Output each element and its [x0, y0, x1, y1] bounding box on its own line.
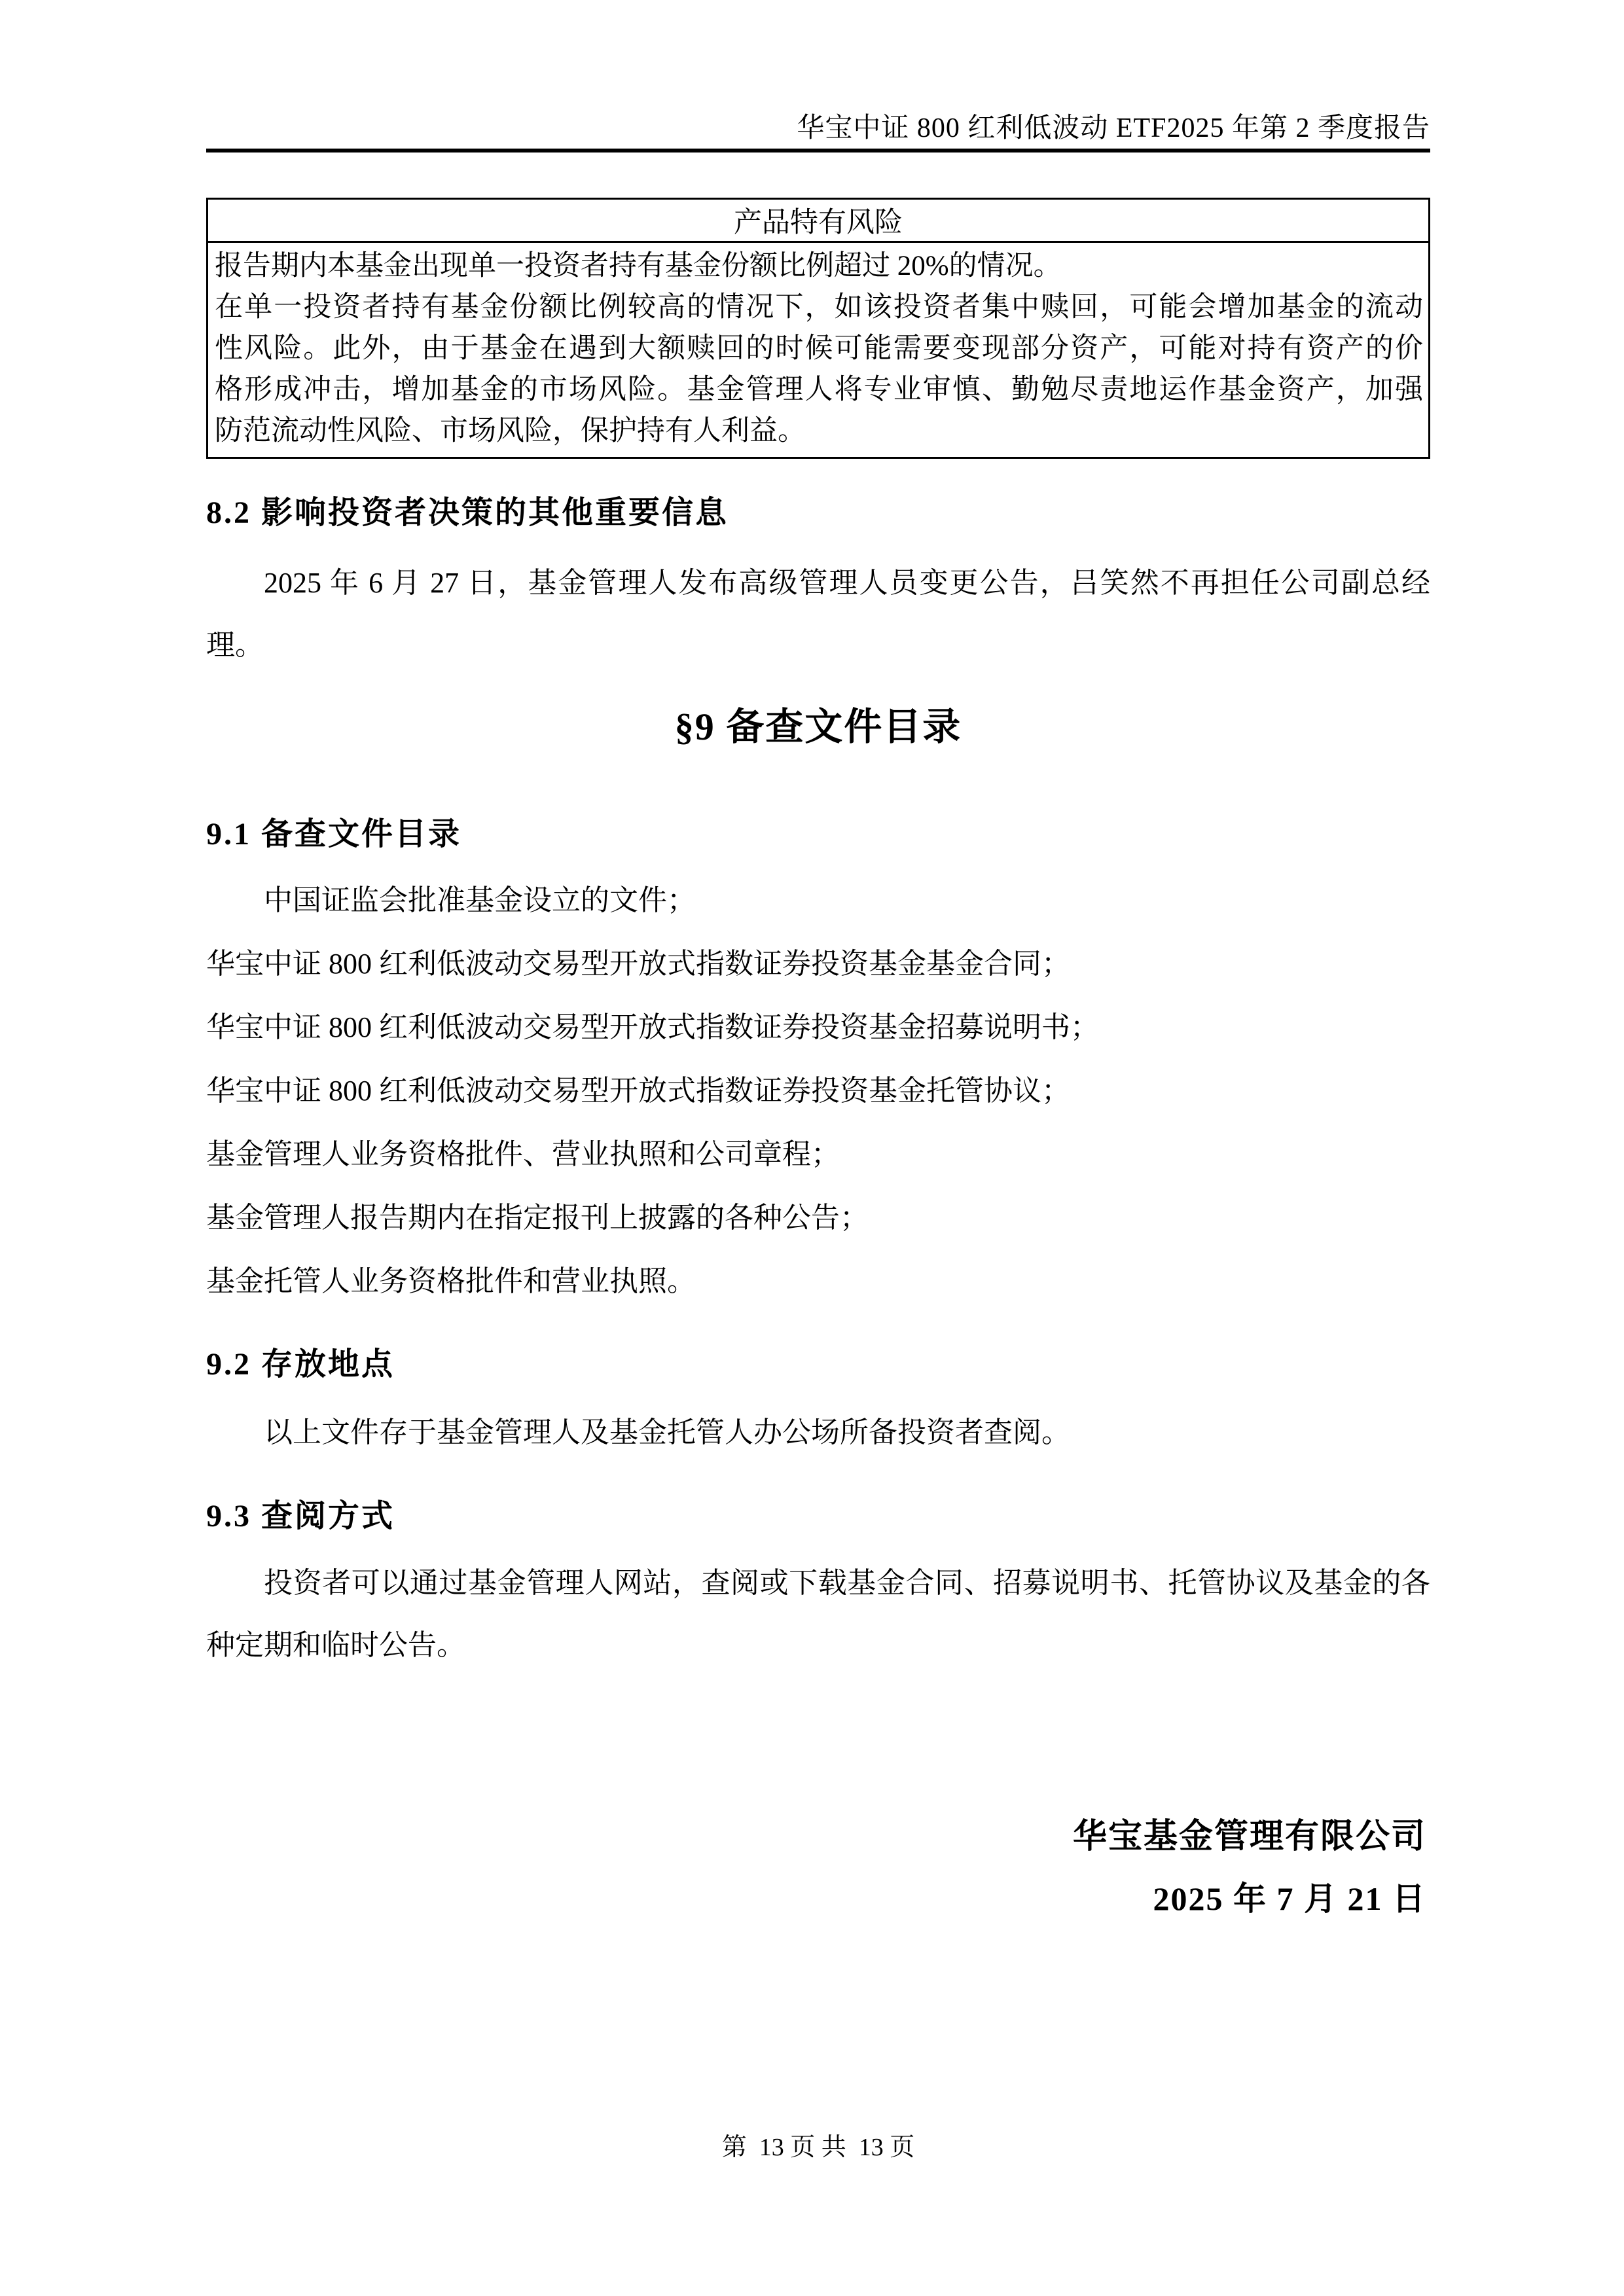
section-9-2-heading: 9.2 存放地点	[206, 1347, 395, 1382]
table-row	[208, 242, 1430, 458]
signature-block	[206, 1806, 1430, 1930]
list-item: 华宝中证 800 红利低波动交易型开放式指数证券投资基金招募说明书；	[206, 1011, 1099, 1043]
list-item: 华宝中证 800 红利低波动交易型开放式指数证券投资基金托管协议；	[206, 1075, 1070, 1107]
paragraph-line: 2025 年 6 月 27 日，基金管理人发布高级管理人员变更公告，吕笑然不再担任公司副总经	[264, 567, 1430, 599]
paragraph-line: 理。	[206, 629, 264, 661]
list-item: 华宝中证 800 红利低波动交易型开放式指数证券投资基金基金合同；	[206, 948, 1070, 980]
paragraph-line: 投资者可以通过基金管理人网站，查阅或下载基金合同、招募说明书、托管协议及基金的各	[264, 1567, 1430, 1599]
list-item: 基金管理人业务资格批件、营业执照和公司章程；	[206, 1138, 840, 1170]
risk-line: 防范流动性风险、市场风险，保护持有人利益。	[215, 416, 806, 446]
chapter-9-heading: §9 备查文件目录	[674, 706, 962, 748]
signature-date: 2025 年 7 月 21 日	[1153, 1880, 1426, 1917]
risk-line: 在单一投资者持有基金份额比例较高的情况下，如该投资者集中赎回，可能会增加基金的流动	[215, 292, 1423, 323]
page-number: 第 13 页 共 13 页	[721, 2134, 915, 2161]
list-item: 中国证监会批准基金设立的文件；	[264, 884, 696, 916]
signature-company: 华宝基金管理有限公司	[1072, 1818, 1426, 1856]
risk-line: 性风险。此外，由于基金在遇到大额赎回的时候可能需要变现部分资产，可能对持有资产的价	[215, 333, 1423, 364]
risk-table-body-cell	[208, 242, 1430, 458]
section-8-2-heading: 8.2 影响投资者决策的其他重要信息	[206, 495, 729, 530]
list-item: 基金管理人报告期内在指定报刊上披露的各种公告；	[206, 1202, 869, 1234]
list-item: 基金托管人业务资格批件和营业执照。	[206, 1265, 696, 1297]
page-header-title: 华宝中证 800 红利低波动 ETF2025 年第 2 季度报告	[797, 113, 1430, 143]
risk-line: 报告期内本基金出现单一投资者持有基金份额比例超过 20%的情况。	[215, 251, 1062, 281]
section-9-3-paragraph	[206, 1552, 1430, 1676]
section-8-2-paragraph	[206, 552, 1430, 676]
risk-line: 格形成冲击，增加基金的市场风险。基金管理人将专业审慎、勤勉尽责地运作基金资产，加强	[215, 374, 1423, 405]
product-risk-table	[206, 198, 1430, 459]
header-divider	[206, 149, 1430, 152]
risk-table-header-cell: 产品特有风险	[208, 199, 1430, 242]
table-header-row	[208, 199, 1430, 242]
section-9-1-heading: 9.1 备查文件目录	[206, 817, 462, 852]
document-list	[206, 869, 1430, 1313]
section-9-3-heading: 9.3 查阅方式	[206, 1499, 395, 1534]
paragraph-line: 种定期和临时公告。	[206, 1629, 465, 1661]
paragraph-line: 以上文件存于基金管理人及基金托管人办公场所备投资者查阅。	[264, 1416, 1070, 1448]
section-9-2-paragraph	[206, 1401, 1430, 1463]
